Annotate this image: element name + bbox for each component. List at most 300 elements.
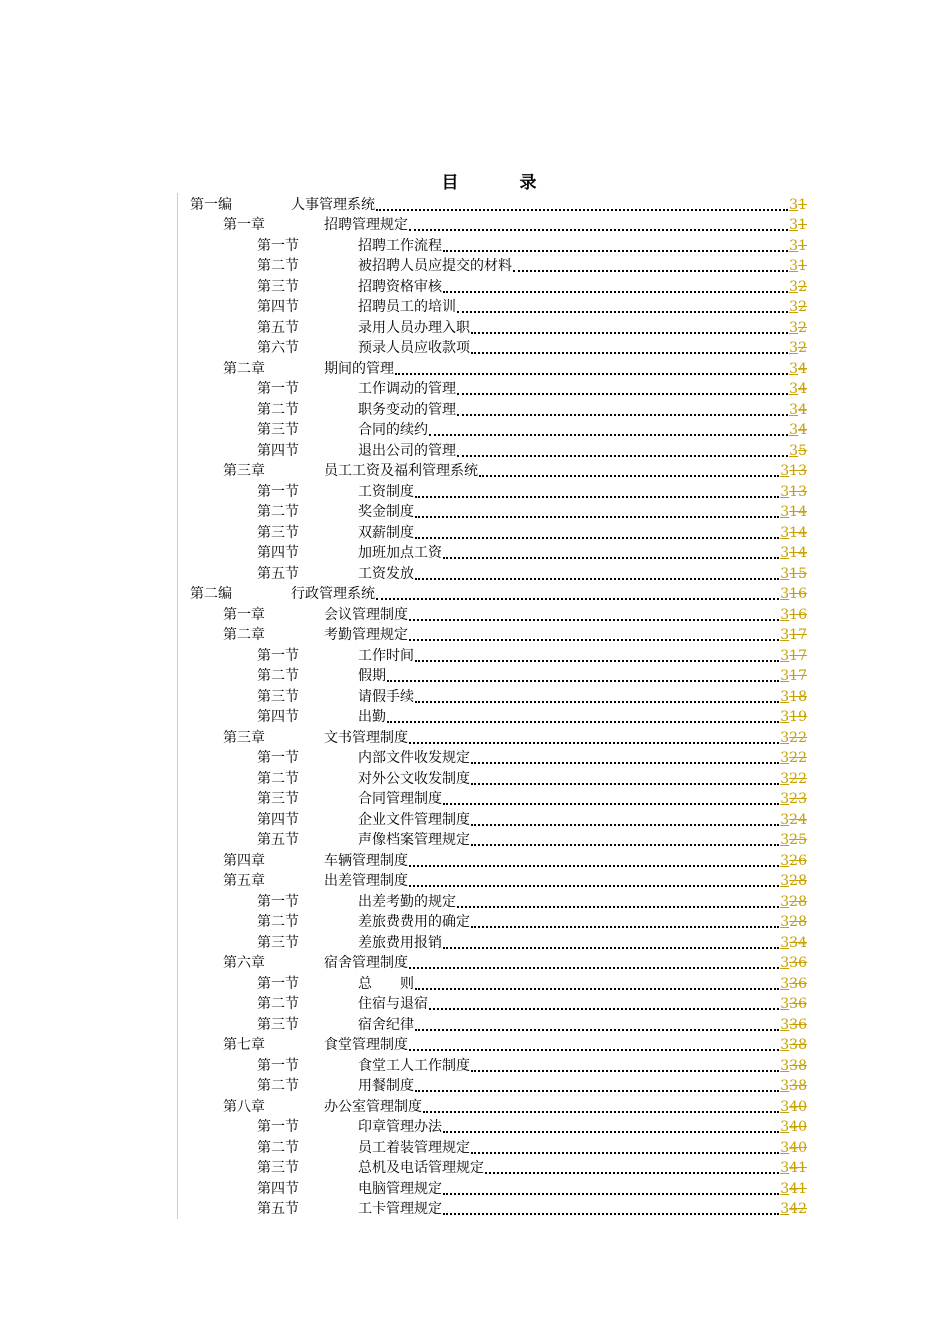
toc-entry[interactable] (190, 234, 807, 255)
toc-entry-page (789, 442, 807, 460)
page-number-deleted: 1 (798, 258, 807, 274)
toc-entry[interactable] (190, 1116, 807, 1137)
toc-dot-leader (409, 855, 779, 867)
page-number-inserted: 3 (780, 934, 790, 951)
toc-dot-leader (387, 711, 779, 723)
page-number-deleted: 2 (798, 299, 807, 315)
toc-dot-leader (443, 1203, 779, 1215)
toc-entry[interactable] (190, 439, 807, 460)
toc-entry-page (780, 503, 807, 521)
page-number-deleted: 2 (798, 278, 807, 295)
page-number-inserted: 3 (780, 1160, 790, 1176)
toc-dot-leader (409, 609, 779, 621)
toc-entry-title: 工卡管理规定 (358, 1201, 442, 1217)
page-number-inserted: 3 (780, 791, 790, 807)
toc-dot-leader (415, 506, 779, 518)
toc-entry-title: 加班加点工资 (358, 545, 442, 561)
toc-entry-page (789, 257, 807, 275)
toc-entry-label: 第二节 (257, 401, 299, 418)
toc-entry-title: 宿舍纪律 (358, 1016, 414, 1033)
toc-entry-title: 出差考勤的规定 (358, 893, 456, 910)
toc-entry-page (780, 585, 807, 603)
toc-entry-page (780, 995, 807, 1013)
toc-entry-label: 第四节 (257, 299, 299, 315)
page-number-deleted: 16 (789, 586, 807, 602)
toc-entry-label: 第一章 (223, 606, 265, 623)
toc-dot-leader (415, 691, 779, 703)
toc-dot-leader (423, 1101, 779, 1113)
toc-entry[interactable] (190, 296, 807, 317)
page-number-inserted: 3 (789, 278, 799, 295)
toc-dot-leader (443, 1121, 779, 1133)
toc-dot-leader (513, 260, 788, 272)
toc-entry[interactable] (190, 644, 807, 665)
page-number-inserted: 3 (789, 340, 799, 356)
toc-entry-title: 差旅费费用的确定 (358, 914, 470, 930)
page-number-deleted: 41 (789, 1160, 807, 1176)
page-number-inserted: 3 (780, 586, 790, 602)
page-number-deleted: 26 (789, 852, 807, 869)
page-number-inserted: 3 (780, 483, 790, 500)
toc-entry-title: 退出公司的管理 (358, 442, 456, 459)
toc-entry-label: 第二节 (257, 1139, 299, 1156)
toc-entry-page (780, 1098, 807, 1116)
page-number-inserted: 3 (780, 668, 790, 684)
toc-entry[interactable] (190, 890, 807, 911)
page-number-inserted: 3 (780, 1139, 790, 1156)
toc-entry-label: 第四节 (257, 811, 299, 828)
toc-entry[interactable] (190, 316, 807, 337)
toc-entry[interactable] (190, 398, 807, 419)
toc-dot-leader (471, 752, 779, 764)
toc-entry[interactable] (190, 542, 807, 563)
toc-entry-page (789, 421, 807, 439)
page-number-inserted: 3 (789, 401, 799, 418)
toc-entry-title: 内部文件收发规定 (358, 750, 470, 766)
toc-entry[interactable] (190, 603, 807, 624)
page-number-deleted: 38 (789, 1057, 807, 1074)
toc-entry-label: 第一节 (257, 750, 299, 766)
page-number-deleted: 40 (789, 1098, 807, 1115)
toc-entry-label: 第三节 (257, 1160, 299, 1176)
toc-entry-label: 第二节 (257, 504, 299, 520)
page-number-inserted: 3 (780, 688, 790, 705)
toc-entry-page (780, 626, 807, 644)
toc-entry-label: 第四节 (257, 545, 299, 561)
toc-entry-page (780, 708, 807, 726)
page-number-deleted: 36 (789, 1016, 807, 1033)
toc-entry-label: 第三章 (223, 463, 265, 479)
page-number-inserted: 3 (780, 1119, 790, 1135)
toc-dot-leader (471, 834, 779, 846)
toc-entry-title: 员工工资及福利管理系统 (324, 463, 478, 479)
toc-entry-label: 第一编 (190, 196, 232, 213)
toc-entry[interactable] (190, 665, 807, 686)
toc-entry-title: 差旅费用报销 (358, 934, 442, 951)
toc-entry-title: 对外公文收发制度 (358, 770, 470, 787)
toc-entry[interactable] (190, 685, 807, 706)
toc-entry[interactable] (190, 808, 807, 829)
toc-entry-label: 第一节 (257, 237, 299, 254)
toc-entry[interactable] (190, 931, 807, 952)
page-number-inserted: 3 (789, 319, 799, 336)
page-number-deleted: 13 (789, 483, 807, 500)
page-number-deleted: 36 (789, 996, 807, 1012)
toc-entry-page (780, 667, 807, 685)
toc-entry-label: 第一节 (257, 647, 299, 664)
toc-dot-leader (471, 342, 788, 354)
toc-entry-label: 第三节 (257, 688, 299, 705)
page-number-deleted: 15 (789, 565, 807, 582)
toc-entry-title: 双薪制度 (358, 524, 414, 541)
toc-dot-leader (457, 896, 779, 908)
toc-entry-label: 第二节 (257, 996, 299, 1012)
toc-entry-title: 请假手续 (358, 688, 414, 705)
toc-entry-label: 第二节 (257, 914, 299, 930)
toc-entry-label: 第一节 (257, 975, 299, 992)
toc-entry-title: 被招聘人员应提交的材料 (358, 258, 512, 274)
toc-entry-page (789, 237, 807, 255)
page-number-deleted: 4 (798, 360, 807, 377)
toc-entry-label: 第一节 (257, 483, 299, 500)
toc-entry[interactable] (190, 275, 807, 296)
toc-entry-title: 考勤管理规定 (324, 627, 408, 643)
page-number-deleted: 2 (798, 340, 807, 356)
page-number-inserted: 3 (780, 504, 790, 520)
toc-entry-label: 第三节 (257, 1016, 299, 1033)
toc-entry-title: 招聘管理规定 (324, 217, 408, 233)
page-number-inserted: 3 (780, 729, 790, 746)
toc-entry-label: 第五节 (257, 319, 299, 336)
toc-entry-label: 第五节 (257, 565, 299, 582)
toc-entry-page (780, 524, 807, 542)
page-number-inserted: 3 (789, 217, 799, 233)
toc-entry[interactable] (190, 501, 807, 522)
toc-entry-title: 电脑管理规定 (358, 1180, 442, 1197)
toc-entry-title: 出差管理制度 (324, 873, 408, 889)
page-number-inserted: 3 (780, 955, 790, 971)
toc-entry[interactable] (190, 1095, 807, 1116)
toc-entry-title: 总 则 (358, 975, 414, 992)
toc-entry-title: 人事管理系统 (291, 196, 375, 213)
toc-entry-title: 合同的续约 (358, 422, 428, 438)
page-number-inserted: 3 (789, 381, 799, 397)
toc-entry-label: 第一节 (257, 893, 299, 910)
page-number-inserted: 3 (780, 893, 790, 910)
toc-entry-label: 第八章 (223, 1098, 265, 1115)
toc-entry[interactable] (190, 1013, 807, 1034)
page-number-inserted: 3 (780, 914, 790, 930)
toc-entry-label: 第二节 (257, 1078, 299, 1094)
page-number-inserted: 3 (780, 524, 790, 541)
toc-entry[interactable] (190, 1157, 807, 1178)
toc-entry[interactable] (190, 952, 807, 973)
page-number-deleted: 28 (789, 893, 807, 910)
toc-dot-leader (443, 281, 788, 293)
toc-entry-title: 印章管理办法 (358, 1119, 442, 1135)
toc-entry-label: 第七章 (223, 1037, 265, 1053)
toc-entry[interactable] (190, 829, 807, 850)
toc-entry-label: 第二节 (257, 668, 299, 684)
toc-entry-page (789, 380, 807, 398)
page-number-inserted: 3 (789, 360, 799, 377)
toc-entry[interactable] (190, 788, 807, 809)
page-number-inserted: 3 (780, 832, 790, 848)
page-number-deleted: 22 (789, 729, 807, 746)
toc-entry-title: 预录人员应收款项 (358, 340, 470, 356)
toc-entry[interactable] (190, 767, 807, 788)
page-number-inserted: 3 (780, 1057, 790, 1074)
page-number-inserted: 3 (780, 1016, 790, 1033)
toc-entry-label: 第三节 (257, 791, 299, 807)
toc-dot-leader (415, 568, 779, 580)
toc-entry-title: 用餐制度 (358, 1078, 414, 1094)
toc-dot-leader (409, 629, 779, 641)
page-number-inserted: 3 (780, 975, 790, 992)
toc-entry-label: 第四章 (223, 852, 265, 869)
page-number-inserted: 3 (780, 1098, 790, 1115)
page-number-deleted: 19 (789, 709, 807, 725)
toc-entry-label: 第五章 (223, 873, 265, 889)
page-number-deleted: 14 (789, 545, 807, 561)
toc-dot-leader (471, 322, 788, 334)
toc-entry-label: 第二节 (257, 770, 299, 787)
toc-entry-page (780, 1200, 807, 1218)
page-number-inserted: 3 (780, 996, 790, 1012)
toc-dot-leader (479, 465, 779, 477)
page-number-inserted: 3 (780, 750, 790, 766)
page-number-inserted: 3 (789, 422, 799, 438)
toc-entry-label: 第三节 (257, 278, 299, 295)
toc-entry-title: 期间的管理 (324, 360, 394, 377)
toc-entry-page (780, 1159, 807, 1177)
page-number-deleted: 28 (789, 873, 807, 889)
toc-entry-label: 第三章 (223, 729, 265, 746)
toc-dot-leader (387, 670, 779, 682)
toc-entry[interactable] (190, 726, 807, 747)
toc-entry-label: 第六节 (257, 340, 299, 356)
page-number-inserted: 3 (780, 1037, 790, 1053)
toc-entry-page (780, 831, 807, 849)
toc-entry-label: 第二编 (190, 586, 232, 602)
toc-dot-leader (415, 650, 779, 662)
toc-entry-page (780, 913, 807, 931)
page-number-deleted: 24 (789, 811, 807, 828)
toc-entry-label: 第五节 (257, 832, 299, 848)
toc-entry-page (780, 1118, 807, 1136)
toc-entry[interactable] (190, 214, 807, 235)
page-number-deleted: 17 (789, 668, 807, 684)
toc-dot-leader (429, 424, 788, 436)
toc-entry-title: 招聘资格审核 (358, 278, 442, 295)
page-number-deleted: 4 (798, 401, 807, 418)
toc-entry-title: 录用人员办理入职 (358, 319, 470, 336)
toc-entry[interactable] (190, 255, 807, 276)
toc-entry[interactable] (190, 1198, 807, 1219)
toc-dot-leader (415, 527, 779, 539)
page-number-deleted: 28 (789, 914, 807, 930)
page-number-deleted: 4 (798, 422, 807, 438)
page-number-deleted: 38 (789, 1078, 807, 1094)
toc-dot-leader (376, 199, 788, 211)
toc-dot-leader (457, 301, 788, 313)
toc-entry-title: 工资制度 (358, 483, 414, 500)
toc-entry-label: 第四节 (257, 1180, 299, 1197)
page-number-deleted: 17 (789, 647, 807, 664)
toc-entry-page (789, 319, 807, 337)
toc-entry[interactable] (190, 378, 807, 399)
toc-dot-leader (429, 998, 779, 1010)
toc-entry-label: 第四节 (257, 709, 299, 725)
toc-dot-leader (415, 1019, 779, 1031)
toc-entry-label: 第六章 (223, 955, 265, 971)
toc-entry-label: 第三节 (257, 934, 299, 951)
toc-entry[interactable] (190, 337, 807, 358)
page-number-inserted: 3 (780, 1201, 790, 1217)
toc-entry[interactable] (190, 747, 807, 768)
toc-entry-page (780, 1016, 807, 1034)
page-number-inserted: 3 (789, 258, 799, 274)
toc-dot-leader (409, 957, 779, 969)
toc-entry-label: 第三节 (257, 524, 299, 541)
toc-dot-leader (443, 240, 788, 252)
page-number-deleted: 1 (798, 217, 807, 233)
page-number-deleted: 22 (789, 770, 807, 787)
page-number-inserted: 3 (780, 565, 790, 582)
toc-entry[interactable] (190, 193, 807, 214)
toc-entry-page (780, 729, 807, 747)
toc-entry-title: 工作时间 (358, 647, 414, 664)
page-number-deleted: 4 (798, 381, 807, 397)
toc-entry-page (780, 462, 807, 480)
toc-dot-leader (415, 486, 779, 498)
toc-entry[interactable] (190, 849, 807, 870)
toc-entry[interactable] (190, 624, 807, 645)
toc-entry-page (780, 1036, 807, 1054)
page-number-inserted: 3 (780, 852, 790, 869)
page-number-deleted: 34 (789, 934, 807, 951)
page-number-deleted: 14 (789, 524, 807, 541)
toc-dot-leader (415, 1080, 779, 1092)
toc-dot-leader (409, 1039, 779, 1051)
toc-entry-page (780, 1057, 807, 1075)
toc-dot-leader (471, 1060, 779, 1072)
page-number-deleted: 41 (789, 1180, 807, 1197)
toc-entry[interactable] (190, 583, 807, 604)
toc-entry-page (780, 770, 807, 788)
toc-dot-leader (443, 937, 779, 949)
toc-dot-leader (471, 814, 779, 826)
page-number-inserted: 3 (780, 463, 790, 479)
toc-entry[interactable] (190, 1177, 807, 1198)
toc-entry-title: 奖金制度 (358, 504, 414, 520)
toc-entry-label: 第四节 (257, 442, 299, 459)
toc-entry-label: 第三节 (257, 422, 299, 438)
toc-entry[interactable] (190, 1054, 807, 1075)
toc-dot-leader (457, 383, 788, 395)
page-number-inserted: 3 (780, 770, 790, 787)
toc-entry-title: 招聘工作流程 (358, 237, 442, 254)
toc-dot-leader (471, 773, 779, 785)
toc-dot-leader (376, 588, 779, 600)
toc-entry[interactable] (190, 1034, 807, 1055)
toc-entry-page (780, 975, 807, 993)
toc-entry-page (789, 298, 807, 316)
toc-dot-leader (409, 219, 788, 231)
toc-entry[interactable] (190, 993, 807, 1014)
page-number-deleted: 42 (789, 1201, 807, 1217)
toc-entry[interactable] (190, 972, 807, 993)
toc-entry-title: 员工着装管理规定 (358, 1139, 470, 1156)
toc-entry-title: 食堂管理制度 (324, 1037, 408, 1053)
toc-entry-page (780, 483, 807, 501)
toc-entry-title: 出勤 (358, 709, 386, 725)
toc-entry-page (780, 647, 807, 665)
toc-entry[interactable] (190, 911, 807, 932)
toc-entry[interactable] (190, 357, 807, 378)
toc-entry-page (780, 749, 807, 767)
toc-entry[interactable] (190, 419, 807, 440)
toc-entry[interactable] (190, 706, 807, 727)
table-of-contents (190, 193, 807, 1218)
page-number-deleted: 40 (789, 1119, 807, 1135)
toc-entry-label: 第一节 (257, 1119, 299, 1135)
toc-entry[interactable] (190, 460, 807, 481)
toc-entry-page (789, 278, 807, 296)
margin-line (177, 193, 178, 1219)
toc-entry-label: 第一章 (223, 217, 265, 233)
toc-dot-leader (471, 916, 779, 928)
toc-entry[interactable] (190, 521, 807, 542)
toc-dot-leader (443, 547, 779, 559)
toc-entry[interactable] (190, 480, 807, 501)
toc-entry[interactable] (190, 870, 807, 891)
toc-entry-page (780, 852, 807, 870)
toc-entry-title: 假期 (358, 668, 386, 684)
toc-entry-page (780, 544, 807, 562)
toc-dot-leader (395, 363, 788, 375)
page-number-inserted: 3 (789, 237, 799, 254)
toc-dot-leader (409, 875, 779, 887)
toc-entry-title: 住宿与退宿 (358, 996, 428, 1012)
page-number-inserted: 3 (789, 299, 799, 315)
page-number-inserted: 3 (780, 873, 790, 889)
toc-entry-page (780, 790, 807, 808)
toc-entry-page (780, 811, 807, 829)
page-number-inserted: 3 (780, 811, 790, 828)
toc-entry-title: 会议管理制度 (324, 606, 408, 623)
toc-entry[interactable] (190, 562, 807, 583)
toc-entry-page (780, 872, 807, 890)
toc-dot-leader (443, 793, 779, 805)
toc-entry[interactable] (190, 1136, 807, 1157)
toc-entry-title: 工资发放 (358, 565, 414, 582)
toc-entry[interactable] (190, 1075, 807, 1096)
page-number-deleted: 40 (789, 1139, 807, 1156)
toc-entry-page (780, 1077, 807, 1095)
page-number-inserted: 3 (780, 627, 790, 643)
toc-entry-page (780, 606, 807, 624)
page-number-inserted: 3 (780, 545, 790, 561)
page-number-deleted: 38 (789, 1037, 807, 1053)
page-number-deleted: 1 (798, 196, 807, 213)
toc-entry-page (780, 565, 807, 583)
toc-entry-title: 食堂工人工作制度 (358, 1057, 470, 1074)
toc-entry-title: 声像档案管理规定 (358, 832, 470, 848)
toc-entry-label: 第二章 (223, 360, 265, 377)
toc-entry-title: 职务变动的管理 (358, 401, 456, 418)
page-number-inserted: 3 (789, 196, 799, 213)
